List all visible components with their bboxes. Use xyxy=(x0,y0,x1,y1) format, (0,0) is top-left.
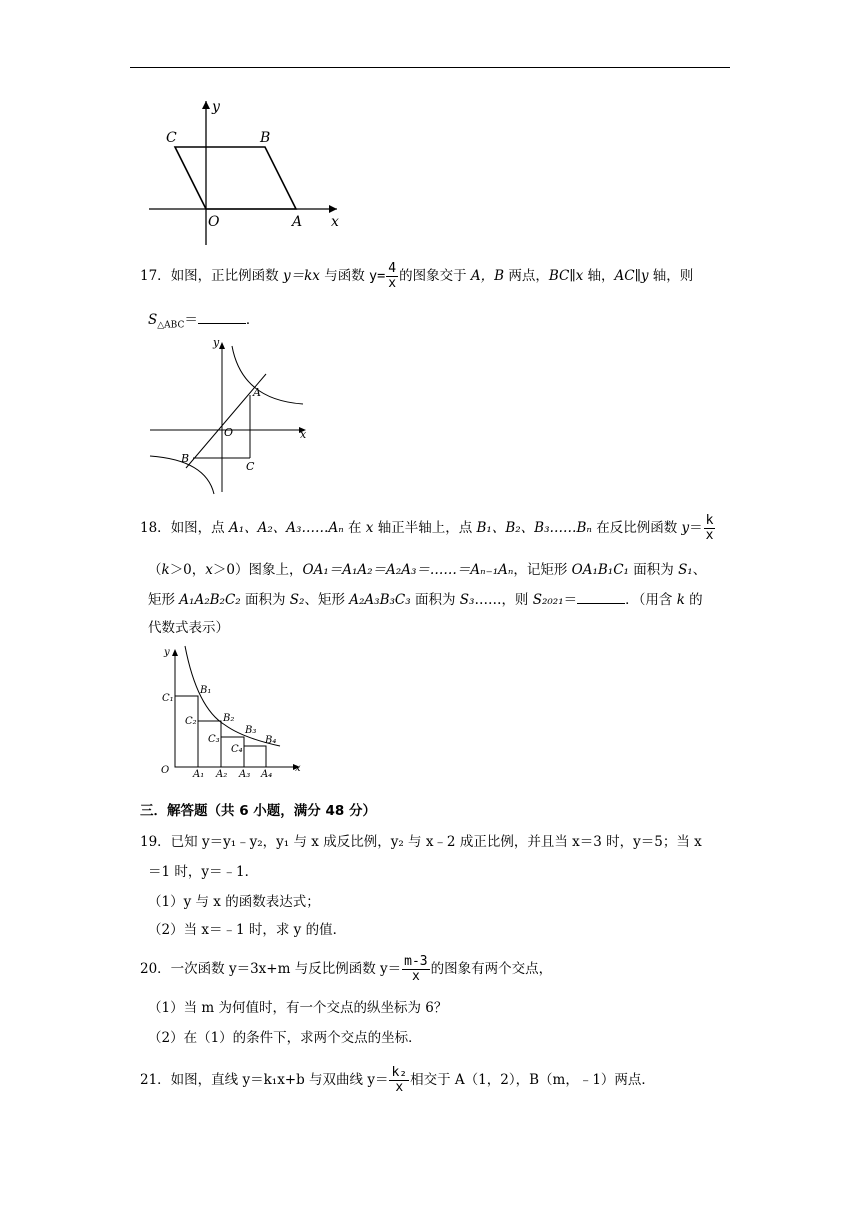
label-C: C xyxy=(246,460,255,473)
label-A2: A₂ xyxy=(216,769,228,780)
q19-line1: 19．已知 y＝y₁﹣y₂，y₁ 与 x 成反比例，y₂ 与 x﹣2 成正比例，并且当 x＝3 时，y＝5；当 x xyxy=(140,834,702,850)
label-O: O xyxy=(224,426,234,439)
q17-line1: 17．如图，正比例函数 y＝kx 与函数 y= $\frac{4}{x}$ 的图象交于 A，B 两点，BC∥x 轴，AC∥y 轴，则 xyxy=(140,261,694,291)
label-B: B xyxy=(260,130,271,146)
label-C1: C₁ xyxy=(162,693,174,704)
fraction-k2-over-x: $\frac{\text{k₂}}{x}$ xyxy=(391,1065,408,1095)
label-C4: C₄ xyxy=(231,744,243,755)
q20-part1: （1）当 m 为何值时，有一个交点的纵坐标为 6？ xyxy=(148,1000,448,1016)
q20-part2: （2）在（1）的条件下，求两个交点的坐标． xyxy=(148,1030,422,1046)
q17-line2: $S_{\triangle ABC}=$ ． xyxy=(148,312,260,331)
label-C3: C₃ xyxy=(208,734,220,745)
label-C2: C₂ xyxy=(185,716,197,727)
label-O: O xyxy=(161,765,170,776)
figure-hyperbola-line xyxy=(148,338,313,498)
label-A3: A₃ xyxy=(239,769,251,780)
q18-line3: 矩形 A₁A₂B₂C₂ 面积为 S₂、矩形 A₂A₃B₃C₃ 面积为 S₃……，则 S₂₀₂₁＝ ．（用含 k 的 xyxy=(148,592,703,608)
q19-part2: （2）当 x＝﹣1 时，求 y 的值． xyxy=(148,922,347,938)
label-x: x xyxy=(331,214,339,230)
label-B2: B₂ xyxy=(223,713,235,724)
q19-line2: ＝1 时，y＝﹣1． xyxy=(148,864,259,880)
q21-line1: 21．如图，直线 y＝k₁x+b 与双曲线 y＝ $\frac{\text{k₂}}{x}$ 相交于 A（1，2），B（m，﹣1）两点． xyxy=(140,1065,655,1095)
q20-line1: 20．一次函数 y＝3x+m 与反比例函数 y＝ $\frac{m-3}{x}$ 的图象有两个交点， xyxy=(140,954,553,984)
label-C: C xyxy=(166,130,177,146)
label-A: A xyxy=(292,214,303,230)
fraction-m3-over-x: $\frac{m-3}{x}$ xyxy=(404,954,428,984)
section-heading: 三．解答题（共 6 小题，满分 48 分） xyxy=(140,803,376,819)
q18-line2: （k＞0，x＞0）图象上，OA₁＝A₁A₂＝A₂A₃＝……＝Aₙ₋₁Aₙ，记矩形 OA₁B₁C₁ 面积为 S₁、 xyxy=(148,562,707,578)
header-rule xyxy=(130,67,730,68)
figure-rectangles-hyperbola xyxy=(155,640,305,785)
label-A1: A₁ xyxy=(193,769,205,780)
q18-line4: 代数式表示） xyxy=(148,620,229,636)
label-x: x xyxy=(300,428,307,441)
label-y: y xyxy=(212,99,220,115)
label-O: O xyxy=(208,214,220,230)
fraction-4-over-x: $\frac{4}{x}$ xyxy=(388,261,397,291)
label-B: B xyxy=(181,452,190,465)
label-B3: B₃ xyxy=(245,725,257,736)
label-A4: A₄ xyxy=(261,769,273,780)
label-B4: B₄ xyxy=(265,735,277,746)
answer-blank-17 xyxy=(198,311,246,324)
label-x: x xyxy=(295,763,301,774)
fraction-k-over-x: $\frac{k}{x}$ xyxy=(705,513,714,543)
label-B1: B₁ xyxy=(200,685,212,696)
figure-parallelogram xyxy=(145,95,345,250)
label-A: A xyxy=(253,386,261,399)
q18-line1: 18．如图，点 A₁、A₂、A₃……Aₙ 在 x 轴正半轴上，点 B₁、B₂、B₃……Bₙ 在反比例函数 y＝ $\frac{k}{x}$ xyxy=(140,513,714,543)
label-y: y xyxy=(164,647,170,658)
answer-blank-18 xyxy=(577,591,625,604)
q19-part1: （1）y 与 x 的函数表达式； xyxy=(148,894,320,910)
label-y: y xyxy=(213,336,220,349)
